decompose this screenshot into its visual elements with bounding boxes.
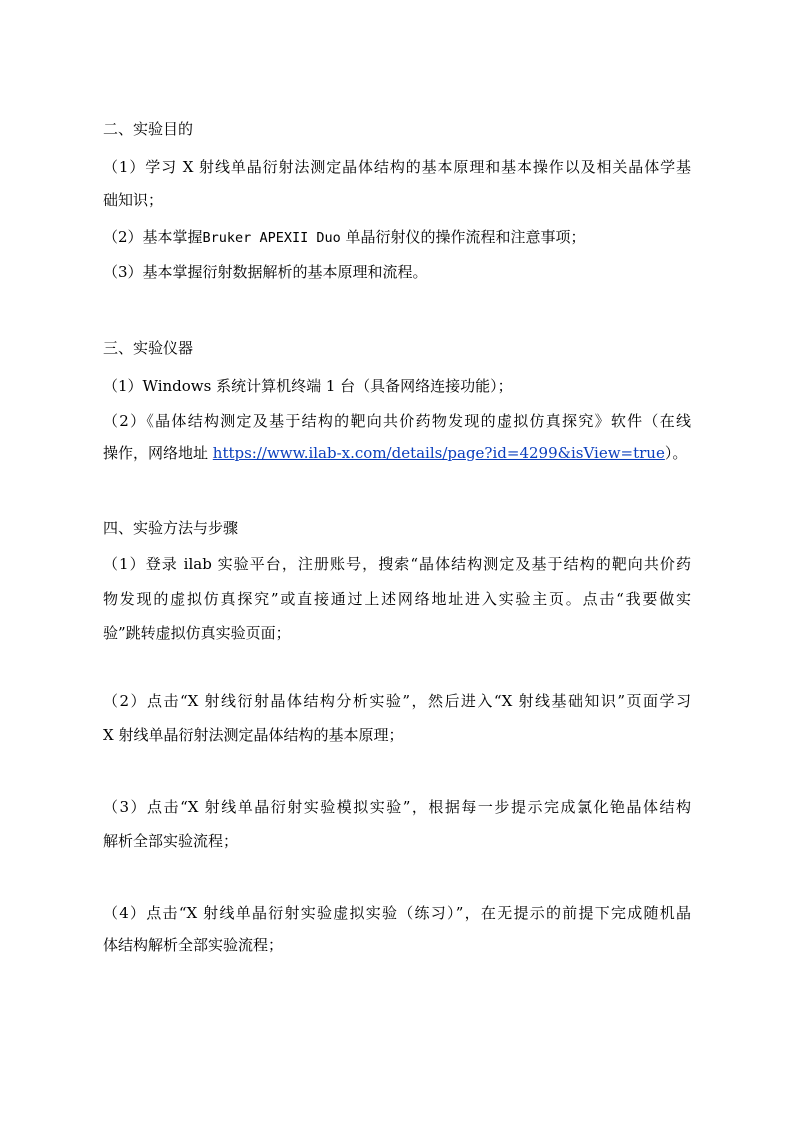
section-2-item-1-line-1: （1）学习 X 射线单晶衍射法测定晶体结构的基本原理和基本操作以及相关晶体学基	[103, 158, 691, 176]
step-2-line-2: X 射线单晶衍射法测定晶体结构的基本原理；	[103, 726, 404, 744]
step-2-line-1: （2）点击“X 射线衍射晶体结构分析实验”，然后进入“X 射线基础知识”页面学习	[103, 692, 691, 710]
section-3-item-1: （1）Windows 系统计算机终端 1 台（具备网络连接功能）；	[103, 377, 513, 395]
section-2-item-2-suffix: 单晶衍射仪的操作流程和注意事项；	[345, 228, 586, 246]
section-2-item-2-prefix: （2）基本掌握	[103, 228, 203, 246]
section-2-item-1-line-2: 础知识；	[103, 191, 164, 209]
section-2-item-2	[103, 227, 586, 248]
section-3-heading: 三、实验仪器	[103, 339, 194, 357]
step-1-line-3: 验”跳转虚拟仿真实验页面；	[103, 624, 291, 642]
virtual-lab-url-link[interactable]: https://www.ilab-x.com/details/page?id=4299&isView=true	[212, 444, 665, 462]
section-3-item-2-line-2	[103, 443, 687, 463]
section-2-heading: 二、实验目的	[103, 120, 194, 138]
section-4-heading: 四、实验方法与步骤	[103, 519, 239, 537]
step-4-line-2: 体结构解析全部实验流程；	[103, 936, 284, 954]
step-3-line-2: 解析全部实验流程；	[103, 832, 239, 850]
section-3-item-2-prefix: 操作，网络地址	[103, 444, 213, 462]
section-2-item-3: （3）基本掌握衍射数据解析的基本原理和流程。	[103, 263, 428, 281]
step-3-line-1: （3）点击“X 射线单晶衍射实验模拟实验”，根据每一步提示完成氯化铯晶体结构	[103, 798, 691, 816]
instrument-name: Bruker APEXII Duo	[202, 230, 341, 246]
step-1-line-2: 物发现的虚拟仿真探究”或直接通过上述网络地址进入实验主页。点击“我要做实	[103, 590, 691, 608]
step-4-line-1: （4）点击“X 射线单晶衍射实验虚拟实验（练习）”，在无提示的前提下完成随机晶	[103, 904, 691, 922]
section-3-item-2-suffix: ）。	[664, 444, 688, 462]
step-1-line-1: （1）登录 ilab 实验平台，注册账号，搜索“晶体结构测定及基于结构的靶向共价药	[103, 555, 691, 573]
section-3-item-2-line-1: （2）《晶体结构测定及基于结构的靶向共价药物发现的虚拟仿真探究》软件（在线	[103, 412, 691, 430]
